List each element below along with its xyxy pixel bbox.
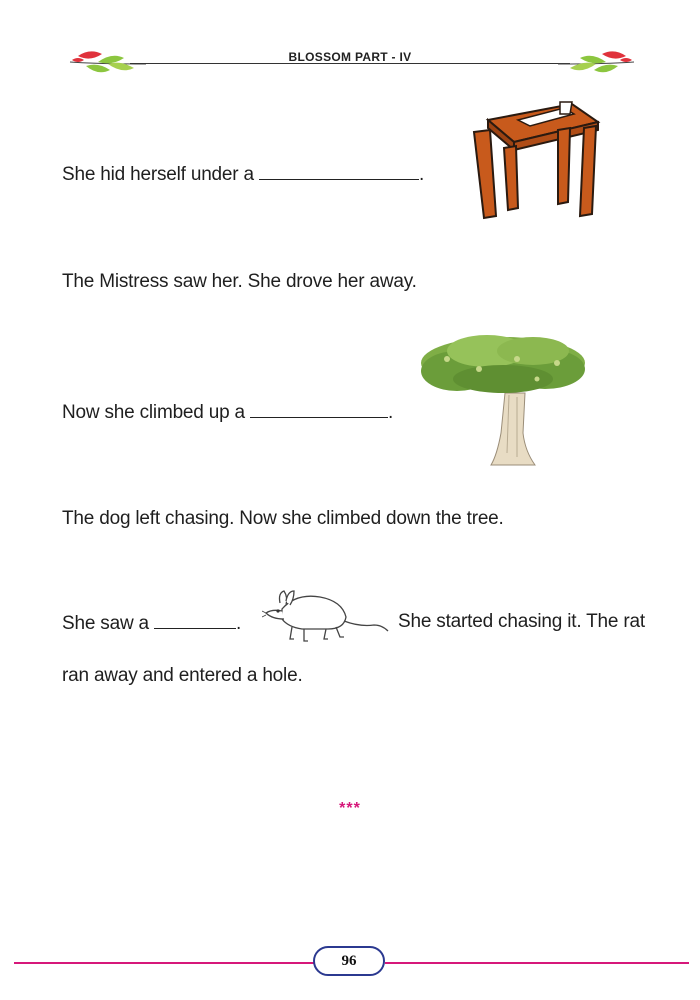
sentence-tree-period: . (388, 402, 394, 423)
sentence-hole: ran away and entered a hole. (62, 665, 303, 686)
sentence-tree (62, 399, 393, 425)
sentence-table-text: She hid herself under a (62, 164, 254, 185)
answer-blank-rat[interactable] (154, 610, 236, 629)
rat-illustration (262, 583, 390, 650)
sentence-table-period: . (418, 164, 425, 185)
answer-blank-tree[interactable] (250, 399, 388, 418)
sentence-rat-period: . (236, 613, 242, 634)
header-rule (130, 63, 570, 64)
header-leaf-ornament-right (556, 42, 636, 87)
footer-rule-left (14, 962, 314, 964)
sentence-rat-continued: She started chasing it. The rat (398, 611, 645, 632)
sentence-rat-text: She saw a (62, 613, 149, 634)
end-stars: *** (339, 800, 361, 817)
sentence-rat-start (62, 610, 241, 636)
sentence-dog: The dog left chasing. Now she climbed down the tree. (62, 508, 504, 529)
page-number: 96 (313, 946, 385, 976)
sentence-table (62, 161, 424, 187)
sentence-tree-text: Now she climbed up a (62, 402, 245, 423)
header-leaf-ornament-left (68, 42, 148, 87)
tree-illustration (417, 333, 587, 473)
footer-rule-right (385, 962, 689, 964)
answer-blank-table[interactable] (259, 161, 419, 180)
header-title: BLOSSOM PART - IV (288, 50, 412, 64)
table-illustration (460, 98, 610, 228)
sentence-mistress: The Mistress saw her. She drove her away. (62, 271, 417, 292)
